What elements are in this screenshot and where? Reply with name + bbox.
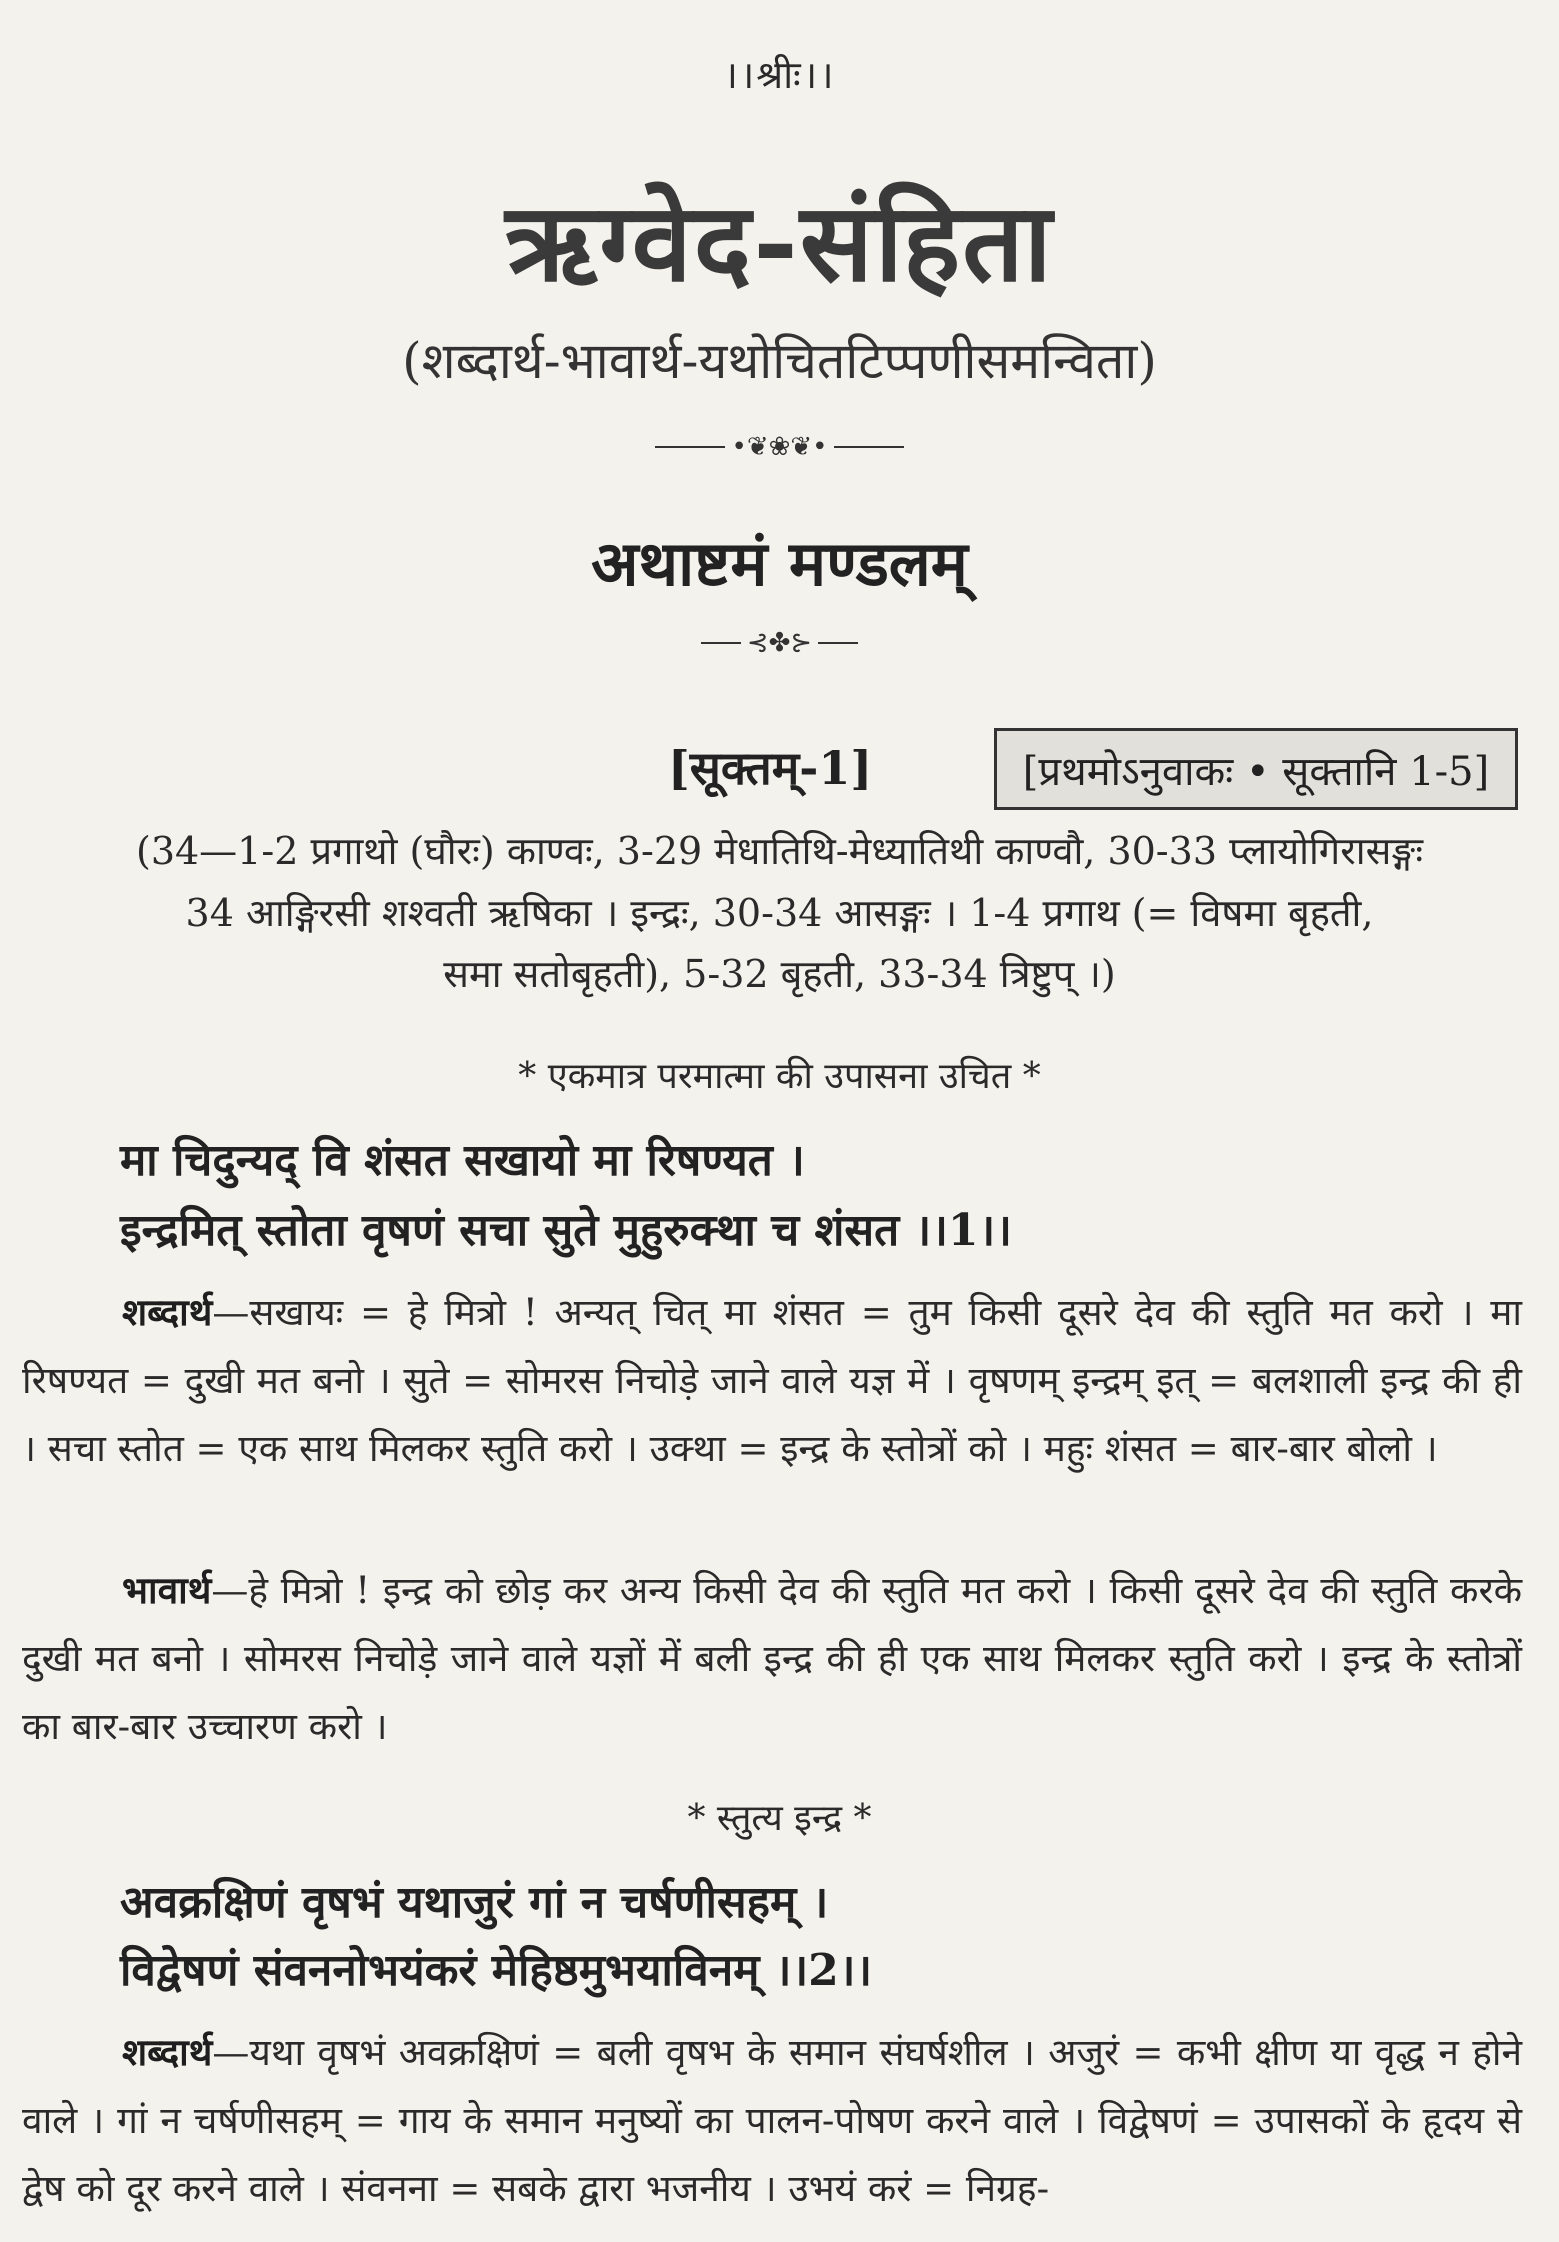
sukta-meta-line: समा सतोबृहती), 5-32 बृहती, 33-34 त्रिष्टुप् ।) [443, 952, 1116, 996]
ornament-divider-top [0, 432, 1559, 462]
sukta-meta-line: 34 आङ्गिरसी शश्वती ऋषिका । इन्द्रः, 30-34 आसङ्गः । 1-4 प्रगाथ (= विषमा बृहती, [185, 891, 1374, 935]
shabdartha-text: —सखायः = हे मित्रो ! अन्यत् चित् मा शंसत = तुम किसी दूसरे देव की स्तुति मत करो । मा रिषण्यत = दुखी मत बनो । सुते = सोमरस निचोड़े जाने वाले यज्ञ में । वृषणम् इन्द्रम् इत् = बलशाली इन्द्र की ही । सचा स्तोत = एक साथ मिलकर स्तुति करो । उक्था = इन्द्र के स्तोत्रों को । महुः शंसत = बार-बार बोलो । [22, 1291, 1522, 1470]
verse-line: विद्वेषणं संवननोभयंकरं मेहिष्ठमुभयाविनम् ।।2।। [120, 1945, 873, 1996]
shabdartha-label: शब्दार्थ [122, 2030, 213, 2074]
page-title: ऋग्वेद-संहिता [505, 180, 1054, 306]
ornament-divider-bottom [0, 628, 1559, 658]
shabdartha-paragraph [22, 1278, 1522, 1483]
ornament-flourish-icon: •❦❀❦• [731, 432, 828, 462]
verse-line: मा चिदुन्यद् वि शंसत सखायो मा रिषण्यत । [120, 1135, 805, 1186]
section-heading: * एकमात्र परमात्मा की उपासना उचित * [518, 1056, 1041, 1097]
shabdartha-text: —यथा वृषभं अवक्रक्षिणं = बली वृषभ के समान संघर्षशील । अजुरं = कभी क्षीण या वृद्ध न होने वाले । गां न चर्षणीसहम् = गाय के समान मनुष्यों का पालन-पोषण करने वाले । विद्वेषणं = उपासकों के हृदय से द्वेष को दूर करने वाले । संवनना = सबके द्वारा भजनीय । उभयं करं = निग्रह- [22, 2031, 1522, 2210]
bhavartha-paragraph [22, 1556, 1522, 1761]
anuvaka-box [994, 728, 1518, 810]
bhavartha-text: —हे मित्रो ! इन्द्र को छोड़ कर अन्य किसी देव की स्तुति मत करो । किसी दूसरे देव की स्तुति करके दुखी मत बनो । सोमरस निचोड़े जाने वाले यज्ञों में बली इन्द्र की ही एक साथ मिलकर स्तुति करो । इन्द्र के स्तोत्रों का बार-बार उच्चारण करो । [22, 1569, 1522, 1748]
verse-line: अवक्रक्षिणं वृषभं यथाजुरं गां न चर्षणीसहम् । [120, 1877, 829, 1928]
ornament-flourish-icon: ⊰✤⊱ [746, 628, 813, 658]
shabdartha-paragraph [22, 2018, 1522, 2223]
mandala-heading: अथाष्टमं मण्डलम् [591, 527, 968, 600]
invocation: ।।श्रीः।। [723, 53, 836, 97]
page-subtitle: (शब्दार्थ-भावार्थ-यथोचितटिप्पणीसमन्विता) [402, 332, 1157, 390]
sukta-label: [सूक्तम्-1] [668, 741, 873, 795]
verse-line: इन्द्रमित् स्तोता वृषणं सचा सुते मुहुरुक्था च शंसत ।।1।। [120, 1205, 1012, 1256]
shabdartha-label: शब्दार्थ [122, 1290, 213, 1334]
section-heading: * स्तुत्य इन्द्र * [687, 1798, 872, 1839]
bhavartha-label: भावार्थ [122, 1568, 212, 1612]
anuvaka-text: [प्रथमोऽनुवाकः • सूक्तानि 1-5] [1022, 748, 1490, 795]
sukta-meta-line: (34—1-2 प्रगाथो (घौरः) काण्वः, 3-29 मेधातिथि-मेध्यातिथी काण्वौ, 30-33 प्लायोगिरासङ्गः [136, 829, 1423, 873]
